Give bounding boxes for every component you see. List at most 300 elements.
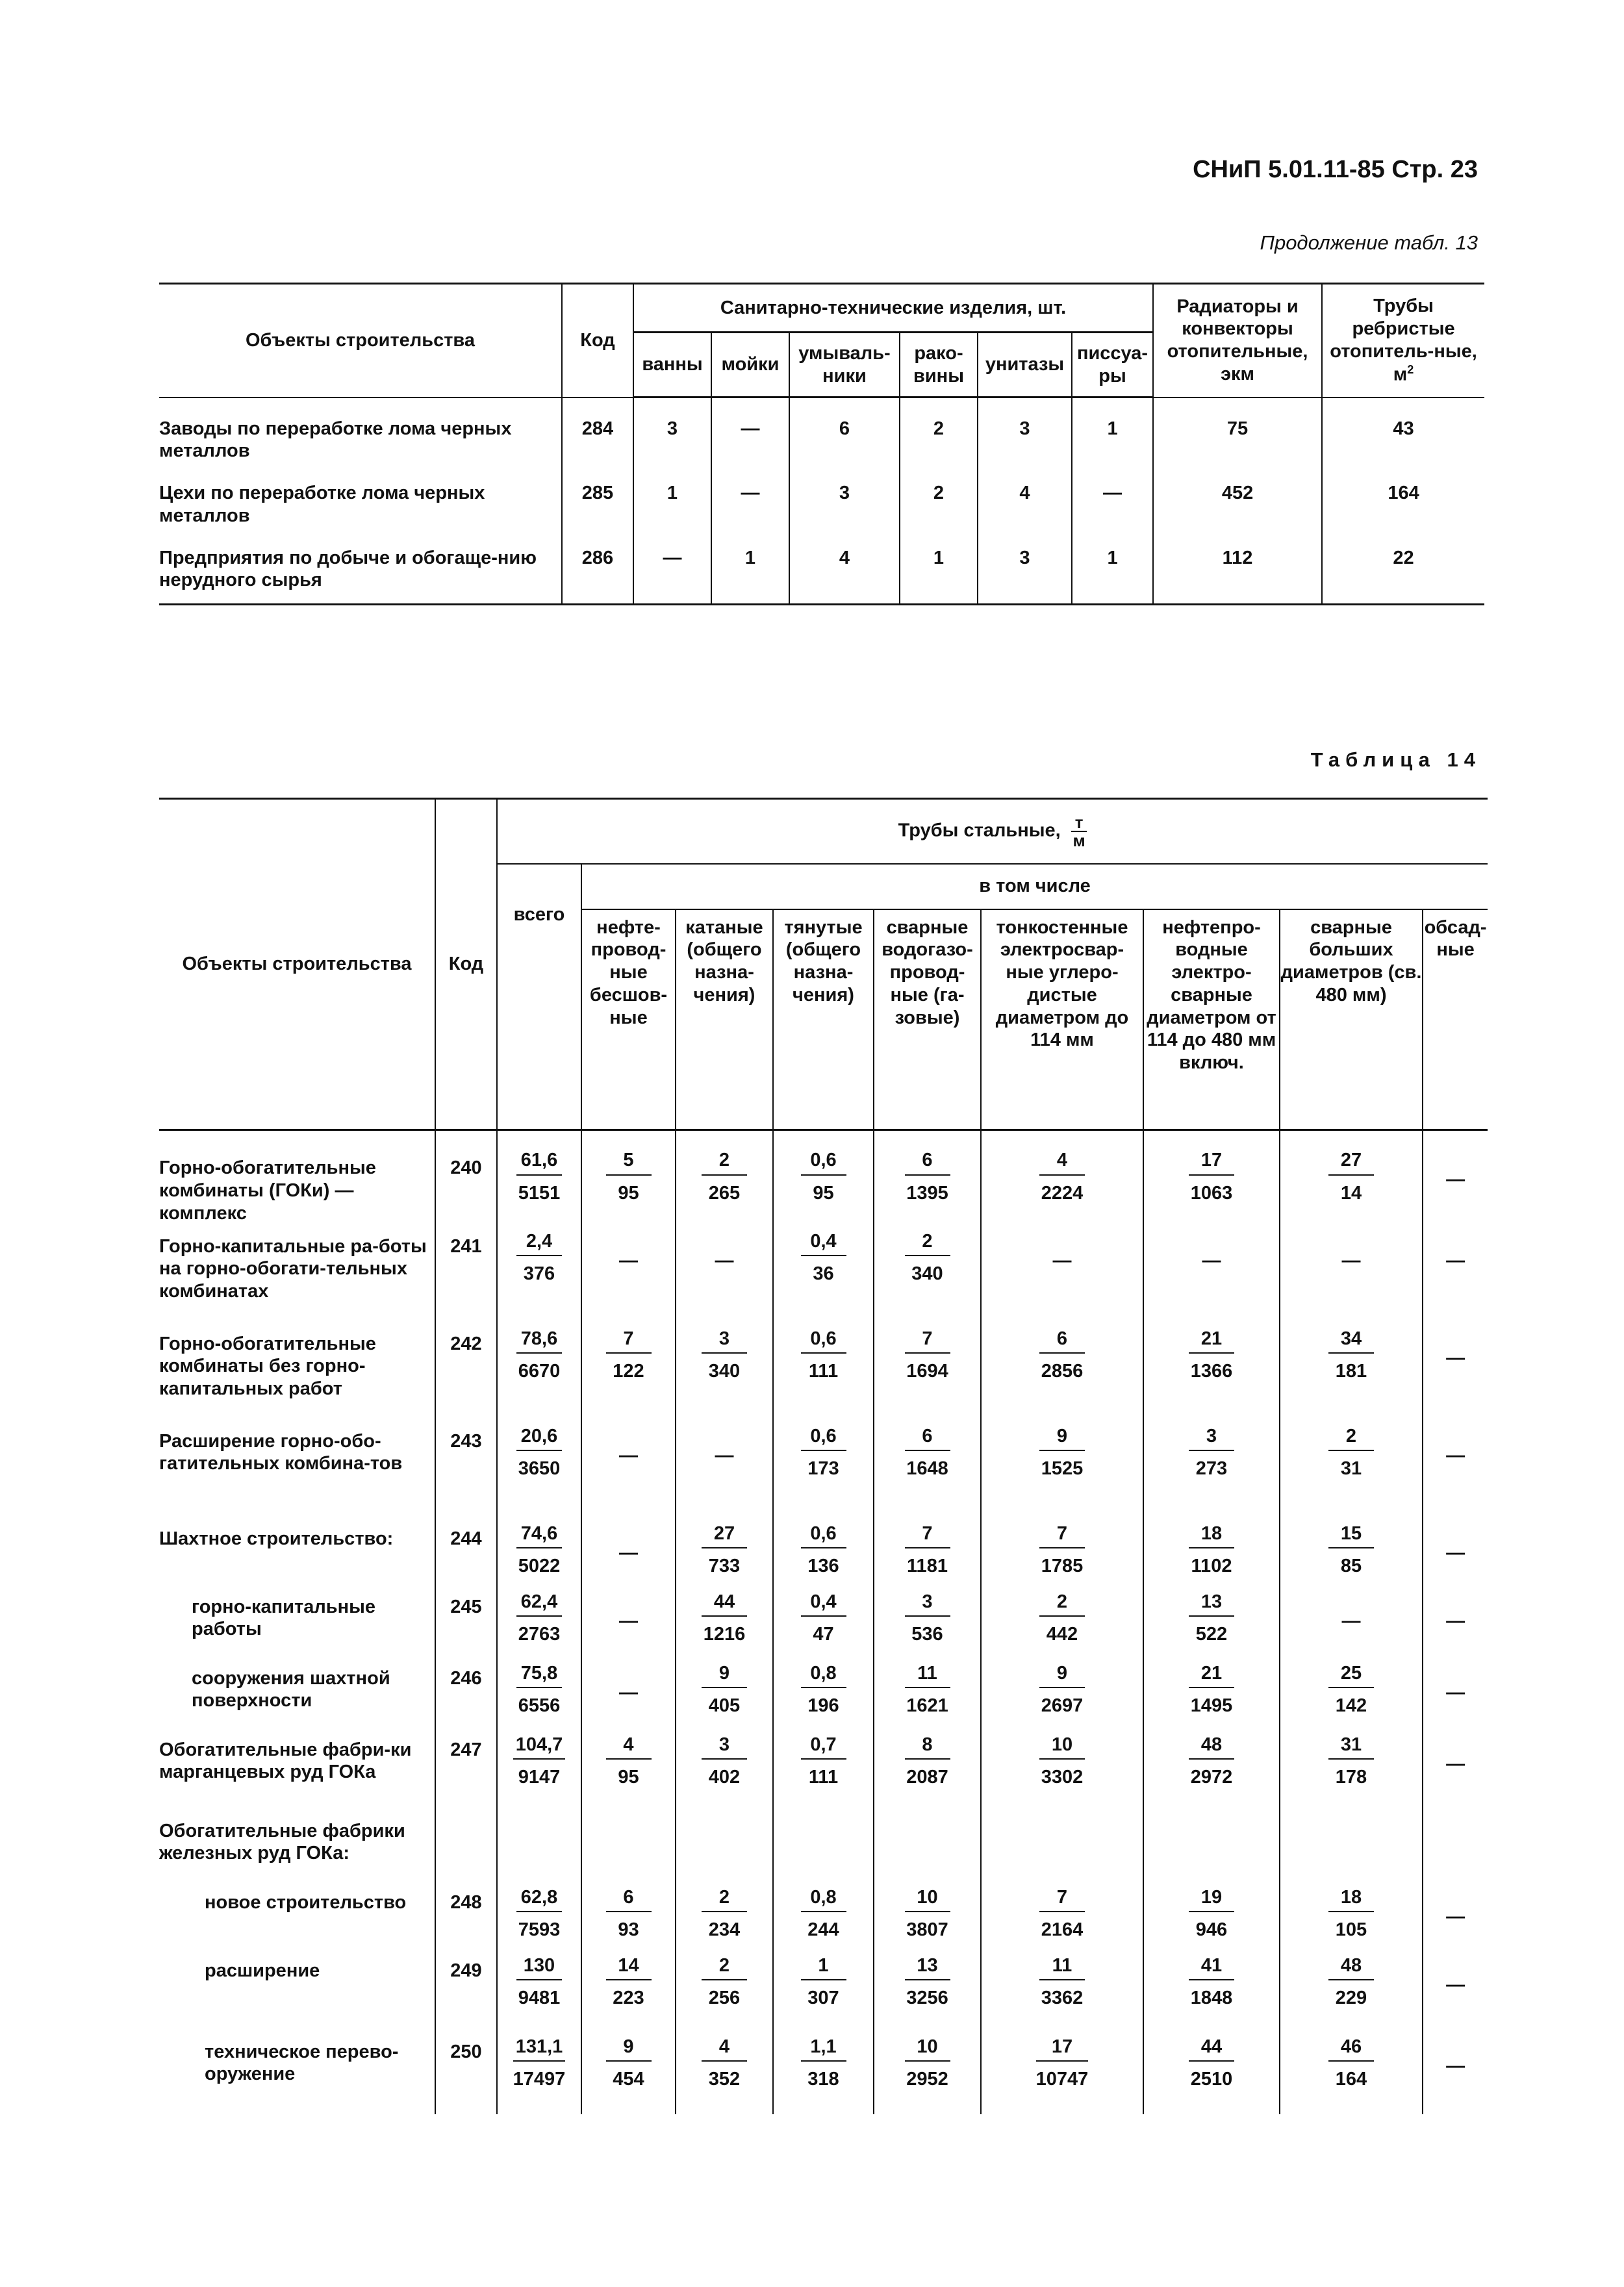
fraction-denominator: 95 bbox=[813, 1182, 834, 1204]
t14-cell-empty bbox=[676, 1812, 773, 1884]
fraction bbox=[702, 1886, 747, 1942]
fraction-denominator: 5022 bbox=[518, 1556, 561, 1577]
t14-cell-value bbox=[874, 1228, 981, 1325]
dash-value: — bbox=[1446, 1753, 1465, 1775]
fraction-numerator: 4 bbox=[702, 2036, 747, 2062]
fraction-numerator: 48 bbox=[1328, 1954, 1374, 1981]
t14-cell-value bbox=[1280, 2033, 1423, 2114]
dash-value: — bbox=[715, 1445, 734, 1466]
t13-cell-value: 2 bbox=[900, 398, 978, 463]
t14-cell-value bbox=[497, 2033, 581, 2114]
t13-header-col: унитазы bbox=[978, 333, 1072, 398]
fraction bbox=[1189, 1954, 1234, 2010]
t14-cell-value bbox=[773, 1884, 874, 1952]
fraction bbox=[516, 1954, 562, 2010]
fraction bbox=[905, 1230, 950, 1286]
fraction-numerator: 44 bbox=[1189, 2036, 1234, 2062]
fraction bbox=[801, 1328, 846, 1384]
fraction bbox=[1189, 1425, 1234, 1481]
fraction-numerator: 9 bbox=[1039, 1662, 1085, 1689]
t14-cell-value bbox=[874, 1130, 981, 1228]
fraction-denominator: 105 bbox=[1335, 1919, 1367, 1941]
t14-cell-value bbox=[773, 1422, 874, 1520]
dash-value: — bbox=[1446, 1347, 1465, 1369]
t14-cell-value bbox=[1423, 1660, 1488, 1731]
t14-cell-value bbox=[773, 2033, 874, 2114]
t14-cell-kod: 246 bbox=[435, 1660, 497, 1731]
fraction bbox=[1328, 1149, 1374, 1205]
fraction bbox=[702, 1149, 747, 1205]
fraction-numerator: 0,8 bbox=[801, 1662, 846, 1689]
t14-cell-value bbox=[874, 1884, 981, 1952]
t14-cell-value bbox=[1423, 2033, 1488, 2114]
fraction-denominator: 2164 bbox=[1041, 1919, 1084, 1941]
fraction-numerator: 17 bbox=[1189, 1149, 1234, 1176]
t14-row bbox=[159, 1660, 1488, 1731]
fraction bbox=[1328, 1425, 1374, 1481]
t13-header-col: ванны bbox=[633, 333, 711, 398]
fraction bbox=[1039, 1591, 1085, 1647]
fraction-denominator: 111 bbox=[808, 1767, 839, 1788]
fraction-numerator: 2 bbox=[1039, 1591, 1085, 1617]
t13-cell-value: 75 bbox=[1153, 398, 1322, 463]
fraction bbox=[516, 1523, 562, 1578]
fraction bbox=[1328, 1954, 1374, 2010]
t13-cell-value: 1 bbox=[900, 527, 978, 605]
t13-header-pipes: Трубы ребристые отопитель-ные, $м^2$ bbox=[1322, 284, 1484, 398]
t14-cell-value bbox=[676, 1884, 773, 1952]
fraction-denominator: 1102 bbox=[1191, 1556, 1232, 1577]
fraction-denominator: 1785 bbox=[1041, 1556, 1084, 1577]
fraction-numerator: 18 bbox=[1328, 1886, 1374, 1913]
t14-cell-value bbox=[874, 1731, 981, 1812]
t14-cell-value bbox=[874, 1588, 981, 1660]
t14-cell-empty bbox=[1423, 1812, 1488, 1884]
t14-cell-kod: 244 bbox=[435, 1520, 497, 1588]
t14-row bbox=[159, 1130, 1488, 1228]
t13-cell-name: Предприятия по добыче и обогаще-нию нерудного сырья bbox=[159, 527, 562, 605]
t13-cell-kod: 285 bbox=[562, 462, 633, 527]
fraction-numerator: 0,6 bbox=[801, 1523, 846, 1549]
fraction bbox=[801, 1149, 846, 1205]
fraction-numerator: 27 bbox=[702, 1523, 747, 1549]
fraction-numerator: 13 bbox=[1189, 1591, 1234, 1617]
fraction bbox=[1039, 1328, 1085, 1384]
fraction bbox=[1328, 1328, 1374, 1384]
t14-row bbox=[159, 1228, 1488, 1325]
t13-cell-value: 3 bbox=[978, 398, 1072, 463]
fraction-denominator: 1366 bbox=[1190, 1361, 1233, 1382]
t14-header-incl: в том числе bbox=[581, 864, 1488, 909]
t14-cell-value bbox=[874, 1660, 981, 1731]
t14-cell-value bbox=[1280, 1130, 1423, 1228]
t14-cell-value bbox=[981, 1952, 1143, 2033]
fraction-numerator: 15 bbox=[1328, 1523, 1374, 1549]
fraction-denominator: 265 bbox=[708, 1182, 741, 1204]
t13-cell-value: 4 bbox=[978, 462, 1072, 527]
fraction bbox=[801, 1734, 846, 1789]
fraction-numerator: 7 bbox=[1039, 1523, 1085, 1549]
fraction-numerator: 3 bbox=[702, 1328, 747, 1354]
fraction-denominator: 733 bbox=[708, 1556, 741, 1577]
fraction-denominator: 10747 bbox=[1035, 2069, 1089, 2090]
fraction-denominator: 234 bbox=[708, 1919, 741, 1941]
t14-cell-value bbox=[581, 1660, 676, 1731]
fraction-denominator: 1495 bbox=[1190, 1695, 1233, 1717]
t14-cell-value bbox=[1423, 1520, 1488, 1588]
fraction bbox=[905, 1425, 950, 1481]
t14-cell-empty bbox=[1280, 1812, 1423, 1884]
t14-header-col: тянутые (общего назна-чения) bbox=[773, 909, 874, 1130]
t14-cell-value bbox=[981, 2033, 1143, 2114]
fraction bbox=[801, 1523, 846, 1578]
fraction-denominator: 244 bbox=[807, 1919, 839, 1941]
fraction-denominator: 47 bbox=[813, 1624, 834, 1645]
fraction-denominator: 5151 bbox=[518, 1182, 561, 1204]
fraction-numerator: 3 bbox=[1189, 1425, 1234, 1452]
t14-cell-value bbox=[1280, 1952, 1423, 2033]
fraction-numerator: 19 bbox=[1189, 1886, 1234, 1913]
t14-cell-value bbox=[773, 1731, 874, 1812]
t14-cell-value bbox=[1423, 1884, 1488, 1952]
fraction-numerator: 9 bbox=[702, 1662, 747, 1689]
fraction-numerator: 34 bbox=[1328, 1328, 1374, 1354]
t13-cell-value: 1 bbox=[711, 527, 789, 605]
fraction-numerator: 13 bbox=[905, 1954, 950, 1981]
dash-value: — bbox=[1446, 1250, 1465, 1271]
fraction-denominator: 1694 bbox=[906, 1361, 948, 1382]
t14-header-col: сварные водогазо-провод-ные (га-зовые) bbox=[874, 909, 981, 1130]
t14-header-col: тонкостенные электросвар-ные углеро-дистые диаметром до 114 мм bbox=[981, 909, 1143, 1130]
fraction bbox=[1189, 1886, 1234, 1942]
t13-cell-value: 3 bbox=[789, 462, 900, 527]
fraction-denominator: 256 bbox=[708, 1988, 741, 2009]
t14-header-col: сварные больших диаметров (св. 480 мм) bbox=[1280, 909, 1423, 1130]
fraction-denominator: 307 bbox=[807, 1988, 839, 2009]
fraction bbox=[801, 1591, 846, 1647]
table-14-title: Таблица 14 bbox=[1310, 748, 1481, 771]
fraction-denominator: 6670 bbox=[518, 1361, 561, 1382]
fraction-denominator: 340 bbox=[911, 1263, 943, 1285]
fraction bbox=[1328, 1523, 1374, 1578]
fraction-numerator: 10 bbox=[905, 1886, 950, 1913]
t13-cell-value: 43 bbox=[1322, 398, 1484, 463]
t14-cell-value bbox=[981, 1325, 1143, 1422]
fraction-denominator: 1621 bbox=[906, 1695, 948, 1717]
fraction bbox=[1039, 1425, 1085, 1481]
t14-cell-value bbox=[1280, 1422, 1423, 1520]
t14-cell-kod bbox=[435, 1812, 497, 1884]
fraction-denominator: 1525 bbox=[1041, 1458, 1084, 1480]
t14-cell-value bbox=[773, 1130, 874, 1228]
fraction-denominator: 3362 bbox=[1041, 1988, 1084, 2009]
dash-value: — bbox=[619, 1542, 638, 1563]
fraction-numerator: 6 bbox=[606, 1886, 652, 1913]
t14-cell-value bbox=[676, 1588, 773, 1660]
dash-value: — bbox=[1341, 1250, 1361, 1271]
fraction bbox=[1189, 1149, 1234, 1205]
t14-row bbox=[159, 1884, 1488, 1952]
t14-cell-value bbox=[497, 1588, 581, 1660]
t13-row bbox=[159, 462, 1484, 527]
t14-cell-kod: 248 bbox=[435, 1884, 497, 1952]
t14-cell-value bbox=[581, 1731, 676, 1812]
fraction bbox=[513, 2036, 566, 2091]
t14-cell-value bbox=[497, 1130, 581, 1228]
fraction-denominator: 17497 bbox=[513, 2069, 566, 2090]
t14-cell-value bbox=[773, 1588, 874, 1660]
fraction bbox=[905, 1886, 950, 1942]
t14-cell-name: Расширение горно-обо-гатительных комбина-тов bbox=[159, 1430, 403, 1474]
t14-cell-value bbox=[676, 1422, 773, 1520]
fraction-denominator: 2856 bbox=[1041, 1361, 1084, 1382]
fraction-denominator: 3302 bbox=[1041, 1767, 1084, 1788]
fraction-numerator: 31 bbox=[1328, 1734, 1374, 1760]
t14-cell-value bbox=[1423, 1130, 1488, 1228]
fraction bbox=[1328, 1662, 1374, 1718]
fraction bbox=[1039, 1734, 1085, 1789]
fraction-denominator: 229 bbox=[1335, 1988, 1367, 2009]
fraction-numerator: 2 bbox=[1328, 1425, 1374, 1452]
t14-cell-value bbox=[1143, 1422, 1280, 1520]
fraction bbox=[905, 1523, 950, 1578]
t14-cell-value bbox=[773, 1228, 874, 1325]
t14-cell-name: Шахтное строительство: bbox=[159, 1528, 394, 1549]
fraction-numerator: 0,6 bbox=[801, 1425, 846, 1452]
fraction-denominator: 173 bbox=[807, 1458, 839, 1480]
t14-cell-name: Обогатительные фабри-ки марганцевых руд ГОКа bbox=[159, 1739, 412, 1783]
t14-cell-value bbox=[497, 1884, 581, 1952]
fraction bbox=[801, 1886, 846, 1942]
t14-cell-value bbox=[1423, 1228, 1488, 1325]
fraction-numerator: 11 bbox=[905, 1662, 950, 1689]
t14-cell-value bbox=[981, 1588, 1143, 1660]
t14-cell-value bbox=[1143, 1228, 1280, 1325]
t13-cell-kod: 284 bbox=[562, 398, 633, 463]
fraction-denominator: 405 bbox=[708, 1695, 741, 1717]
fraction-numerator: 3 bbox=[905, 1591, 950, 1617]
fraction-denominator: 2952 bbox=[906, 2069, 948, 2090]
fraction-numerator: 41 bbox=[1189, 1954, 1234, 1981]
fraction-denominator: 36 bbox=[813, 1263, 834, 1285]
fraction-denominator: 6556 bbox=[518, 1695, 561, 1717]
fraction-denominator: 536 bbox=[911, 1624, 943, 1645]
fraction bbox=[606, 2036, 652, 2091]
fraction bbox=[1328, 1886, 1374, 1942]
t14-header-objects: Объекты строительства bbox=[159, 799, 435, 1130]
t14-cell-value bbox=[1143, 1731, 1280, 1812]
fraction-numerator: 130 bbox=[516, 1954, 562, 1981]
t14-cell-value bbox=[581, 1325, 676, 1422]
t14-cell-kod: 241 bbox=[435, 1228, 497, 1325]
fraction bbox=[1036, 2036, 1089, 2091]
t14-cell-kod: 245 bbox=[435, 1588, 497, 1660]
t14-header-col: обсад-ные bbox=[1423, 909, 1488, 1130]
t14-cell-value bbox=[981, 1884, 1143, 1952]
t14-cell-name: Горно-обогатительные комбинаты (ГОКи) — комплекс bbox=[159, 1157, 376, 1224]
t14-cell-value bbox=[874, 1520, 981, 1588]
fraction-denominator: 454 bbox=[613, 2069, 644, 2090]
t13-cell-value: 2 bbox=[900, 462, 978, 527]
fraction-denominator: 2972 bbox=[1190, 1767, 1233, 1788]
t14-cell-name: техническое перево-оружение bbox=[205, 2041, 399, 2085]
fraction-numerator: 3 bbox=[702, 1734, 747, 1760]
dash-value: — bbox=[619, 1445, 638, 1466]
t14-header-kod: Код bbox=[435, 799, 497, 1130]
table-continuation-label: Продолжение табл. 13 bbox=[1260, 231, 1478, 254]
t14-cell-name: Горно-обогатительные комбинаты без горно-капитальных работ bbox=[159, 1333, 376, 1400]
t14-cell-value bbox=[497, 1520, 581, 1588]
table-13 bbox=[159, 283, 1484, 605]
dash-value: — bbox=[1446, 1169, 1465, 1190]
t14-cell-value bbox=[773, 1325, 874, 1422]
t14-cell-name: горно-капитальные работы bbox=[192, 1596, 375, 1640]
t14-cell-value bbox=[1280, 1588, 1423, 1660]
t14-cell-name: новое строительство bbox=[205, 1891, 407, 1913]
t14-cell-value bbox=[676, 2033, 773, 2114]
fraction-denominator: 402 bbox=[708, 1767, 741, 1788]
fraction bbox=[801, 1954, 846, 2010]
t13-row bbox=[159, 527, 1484, 605]
fraction-numerator: 6 bbox=[905, 1425, 950, 1452]
t14-cell-value bbox=[874, 2033, 981, 2114]
fraction-denominator: 14 bbox=[1340, 1182, 1362, 1204]
t14-cell-value bbox=[497, 1325, 581, 1422]
t13-cell-name: Заводы по переработке лома черных металлов bbox=[159, 418, 512, 462]
t14-cell-value bbox=[1280, 1325, 1423, 1422]
fraction-numerator: 10 bbox=[905, 2036, 950, 2062]
t14-header-col: нефтепро-водные электро-сварные диаметром от 114 до 480 мм включ. bbox=[1143, 909, 1280, 1130]
fraction-denominator: 442 bbox=[1046, 1624, 1078, 1645]
dash-value: — bbox=[1341, 1610, 1361, 1632]
t13-cell-value: 1 bbox=[1072, 527, 1153, 605]
fraction bbox=[1328, 1734, 1374, 1789]
fraction-denominator: 376 bbox=[523, 1263, 555, 1285]
fraction-numerator: 1 bbox=[801, 1954, 846, 1981]
fraction bbox=[1189, 1662, 1234, 1718]
fraction-denominator: 7593 bbox=[518, 1919, 561, 1941]
t14-cell-value bbox=[874, 1952, 981, 2033]
t14-row bbox=[159, 1325, 1488, 1422]
t14-header-pipes: Трубы стальные, т м bbox=[497, 799, 1488, 864]
fraction-denominator: 318 bbox=[807, 2069, 839, 2090]
fraction-denominator: 2697 bbox=[1041, 1695, 1084, 1717]
dash-value: — bbox=[1052, 1250, 1072, 1271]
dash-value: — bbox=[619, 1250, 638, 1271]
fraction-denominator: 122 bbox=[613, 1361, 644, 1382]
fraction-numerator: 2 bbox=[702, 1886, 747, 1913]
fraction-numerator: 75,8 bbox=[516, 1662, 562, 1689]
fraction bbox=[801, 1425, 846, 1481]
fraction bbox=[1189, 1523, 1234, 1578]
t14-cell-value bbox=[581, 1952, 676, 2033]
fraction bbox=[905, 1328, 950, 1384]
fraction-numerator: 11 bbox=[1039, 1954, 1085, 1981]
t14-cell-value bbox=[1280, 1520, 1423, 1588]
fraction bbox=[516, 1662, 562, 1718]
dash-value: — bbox=[619, 1682, 638, 1703]
fraction-denominator: 181 bbox=[1335, 1361, 1367, 1382]
dash-value: — bbox=[1446, 1682, 1465, 1703]
dash-value: — bbox=[1446, 1445, 1465, 1466]
fraction-numerator: 21 bbox=[1189, 1662, 1234, 1689]
fraction-numerator: 104,7 bbox=[513, 1734, 566, 1760]
fraction-numerator: 48 bbox=[1189, 1734, 1234, 1760]
dash-value: — bbox=[1446, 2055, 1465, 2077]
fraction bbox=[801, 1230, 846, 1286]
t13-header-col: умываль-ники bbox=[789, 333, 900, 398]
t14-cell-value bbox=[981, 1228, 1143, 1325]
fraction bbox=[1189, 1591, 1234, 1647]
fraction-denominator: 2224 bbox=[1041, 1182, 1084, 1204]
t13-header-radiators: Радиаторы и конвекторы отопительные, экм bbox=[1153, 284, 1322, 398]
t13-header-col: писсуа-ры bbox=[1072, 333, 1153, 398]
fraction bbox=[1039, 1523, 1085, 1578]
fraction-numerator: 6 bbox=[905, 1149, 950, 1176]
fraction-numerator: 78,6 bbox=[516, 1328, 562, 1354]
fraction-numerator: 0,6 bbox=[801, 1328, 846, 1354]
fraction-denominator: 1648 bbox=[906, 1458, 948, 1480]
fraction-numerator: 18 bbox=[1189, 1523, 1234, 1549]
t14-cell-name: Горно-капитальные ра-боты на горно-обогати-тельных комбинатах bbox=[159, 1235, 427, 1302]
fraction-numerator: 2,4 bbox=[516, 1230, 562, 1257]
fraction bbox=[516, 1591, 562, 1647]
t13-cell-value: 4 bbox=[789, 527, 900, 605]
fraction-numerator: 8 bbox=[905, 1734, 950, 1760]
fraction bbox=[702, 1734, 747, 1789]
t13-cell-value: — bbox=[1072, 462, 1153, 527]
t14-cell-value bbox=[497, 1422, 581, 1520]
fraction-numerator: 10 bbox=[1039, 1734, 1085, 1760]
t14-cell-value bbox=[1423, 1588, 1488, 1660]
t14-cell-value bbox=[1280, 1731, 1423, 1812]
t13-cell-value: 22 bbox=[1322, 527, 1484, 605]
fraction-numerator: 0,8 bbox=[801, 1886, 846, 1913]
fraction bbox=[702, 1662, 747, 1718]
fraction bbox=[606, 1954, 652, 2010]
t13-cell-value: 1 bbox=[1072, 398, 1153, 463]
fraction-numerator: 5 bbox=[606, 1149, 652, 1176]
fraction bbox=[516, 1149, 562, 1205]
fraction bbox=[516, 1328, 562, 1384]
t14-cell-value bbox=[773, 1520, 874, 1588]
dash-value: — bbox=[619, 1610, 638, 1632]
t13-cell-value: 3 bbox=[633, 398, 711, 463]
t14-cell-empty bbox=[497, 1812, 581, 1884]
fraction-numerator: 46 bbox=[1328, 2036, 1374, 2062]
fraction-denominator: 95 bbox=[618, 1767, 639, 1788]
t14-row bbox=[159, 1952, 1488, 2033]
t14-cell-value bbox=[676, 1952, 773, 2033]
fraction-numerator: 74,6 bbox=[516, 1523, 562, 1549]
fraction bbox=[702, 1523, 747, 1578]
fraction-numerator: 14 bbox=[606, 1954, 652, 1981]
t14-cell-value bbox=[874, 1325, 981, 1422]
t14-cell-value bbox=[581, 1422, 676, 1520]
t14-cell-name: Обогатительные фабрики железных руд ГОКа: bbox=[159, 1820, 405, 1864]
t13-cell-value: 3 bbox=[978, 527, 1072, 605]
t14-row bbox=[159, 2033, 1488, 2114]
t14-cell-value bbox=[1143, 1884, 1280, 1952]
dash-value: — bbox=[1446, 1906, 1465, 1927]
fraction bbox=[1039, 1149, 1085, 1205]
dash-value: — bbox=[1446, 1542, 1465, 1563]
fraction bbox=[606, 1149, 652, 1205]
fraction-denominator: 164 bbox=[1335, 2069, 1367, 2090]
fraction bbox=[1189, 1734, 1234, 1789]
t13-cell-value: 1 bbox=[633, 462, 711, 527]
fraction-denominator: 3807 bbox=[906, 1919, 948, 1941]
